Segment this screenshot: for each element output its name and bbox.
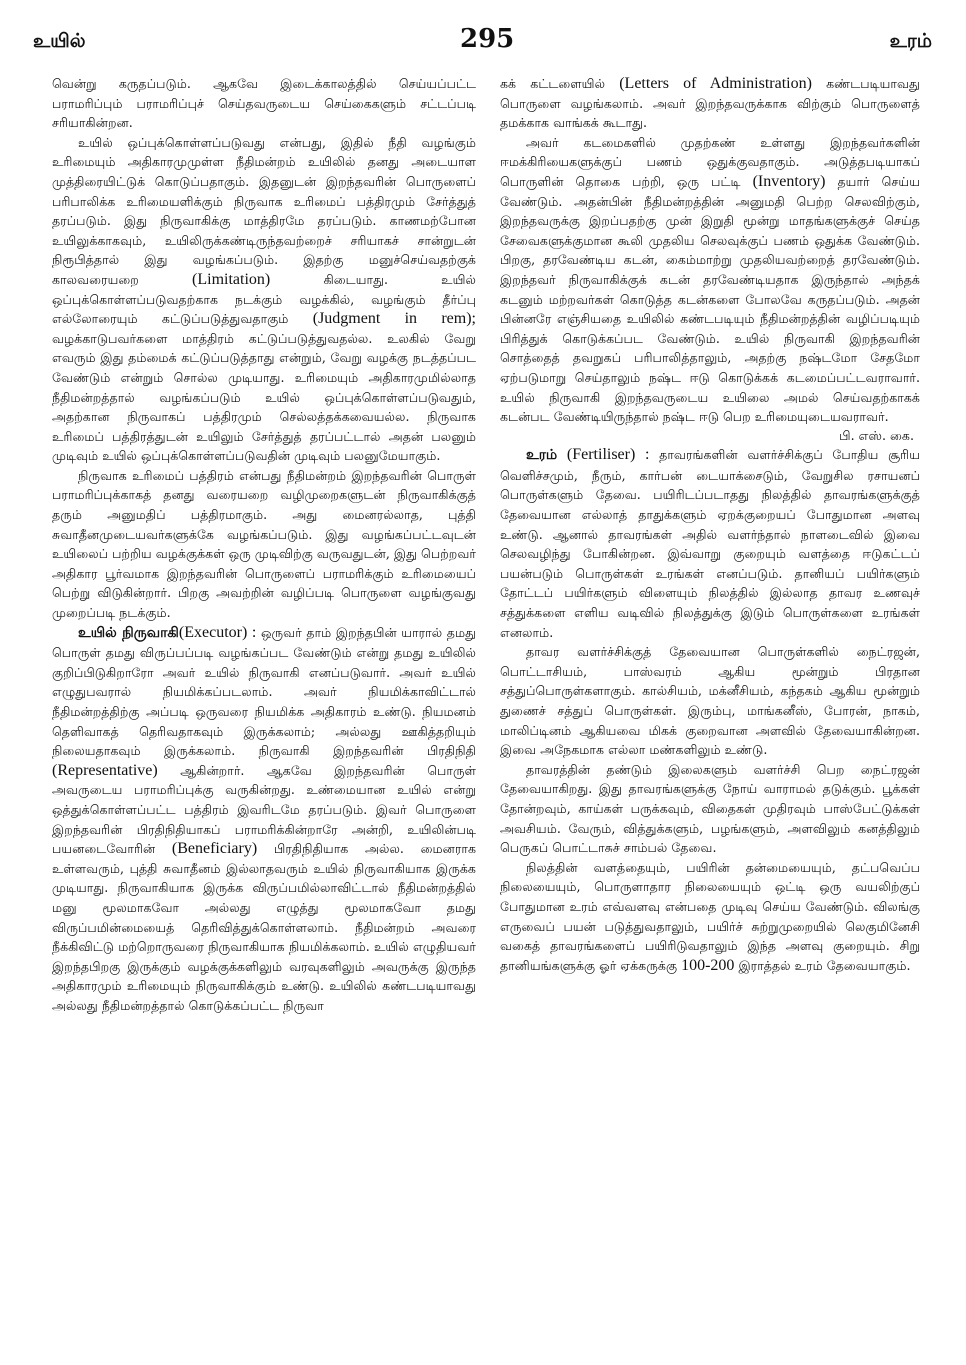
paragraph: தாவரத்தின் தண்டும் இலைகளும் வளர்ச்சி பெற நைட்ரஜன் தேவையாகிறது. இது தாவரங்களுக்கு நோய் வாராமல் தடுக்கும். பூக்கள் தோன்றவும், காய்கள் பருக்கவும், விதைகள் முதிரவும் பாஸ்பேட்டுக்கள் அவசியம். வேரும், வித்துக்களும், பழங்களும், அளவிலும் கனத்திலும் பெருகப் பொட்டாசுச் சாம்பல் தேவை. <box>500 761 920 856</box>
english-term: (Fertiliser) : <box>566 446 650 464</box>
paragraph: நிலத்தின் வளத்தையும், பயிரின் தன்மையையும், தட்பவெப்ப நிலையையும், பொருளாதார நிலையையும் ஒட்டி ஒரு வயலிற்குப் போதுமான உரம் எவ்வளவு என்பதை முடிவு செய்ய வேண்டும். விலங்கு எருவைப் பயன் படுத்துவதாலும், பயிர்ச் சுற்றுமுறையில் லெகுமினேசி வகைத் தாவரங்களைப் பயிரிடுவதாலும் இந்த அளவு குறையும். சிறு தானியங்களுக்கு ஓர் ஏக்கருக்கு 100-200 இராத்தல் உரம் தேவையாகும். <box>500 859 920 974</box>
running-head-left: உயில் <box>33 30 86 52</box>
paragraph: உயில் ஒப்புக்கொள்ளப்படுவது என்பது, இதில் நீதி வழங்கும் உரிமையும் அதிகாரமுமுள்ள நீதிமன்றம் உயிலில் தனது அடையாள முத்திரையிட்டுக் கொடுப்பதாகும். இதனுடன் இறந்தவரின் பொருளைப் பரிபாலிக்க உரிமையளிக்கும் நிருவாக உரிமைப் பத்திரமும் சேர்த்துத் தரப்படும். இது நிருவாகிக்கு மாத்திரமே தரப்படும். காணமற்போன உயிலுக்காகவும், உயிலிருக்கண்டிருந்தவற்றைச் சரியாகச் சான்றுடன் நிரூபித்தால் இது வழங்கப்படும். இதற்கு மனுச்செய்வதற்குக் காலவரையறை (Limitation) கிடையாது. உயில் ஒப்புக்கொள்ளப்படுவதற்காக நடக்கும் வழக்கில், வழங்கும் தீர்ப்பு எல்லோரையும் கட்டுப்படுத்துவதாகும் (Judgment in rem); வழக்காடுபவர்களை மாத்திரம் கட்டுப்படுத்துவதல்ல. உலகில் வேறு எவரும் இது தம்மைக் கட்டுப்படுத்தாது என்றும், வேறு வழக்கு நடத்தப்பட வேண்டும் என்றும் சொல்ல முடியாது. உரிமையும் அதிகாரமுமில்லாத நீதிமன்றத்தால் வழங்கப்படும் உயில் ஒப்புக்கொள்ளப்படுவதும், அதற்கான நிருவாகப் பத்திரமும் செல்லத்தக்கவையல்ல. நிருவாக உரிமைப் பத்திரத்துடன் உயிலும் சேர்த்துத் தரப்பட்டால் அதன் பலனும் முடிவும் உயில் ஒப்புக்கொள்ளப்படுவதின் முடிவும் பலனுமேயாகும். <box>52 134 476 464</box>
running-head-right: உரம் <box>889 30 932 52</box>
paragraph: அவர் கடமைகளில் முதற்கண் உள்ளது இறந்தவர்களின் ஈமக்கிரியைகளுக்குப் பணம் ஒதுக்குவதாகும். அடுத்தபடியாகப் பொருளின் தொகை பற்றி, ஒரு பட்டி (Inventory) தயார் செய்ய வேண்டும். அதன்பின் நீதிமன்றத்தின் அனுமதி பெற்ற செலவிற்கும், இறந்தவருக்கு இறப்பதற்கு முன் இறுதி மூன்று மாதங்களுக்குச் செய்த சேவைகளுக்குமான கூலி முதலிய செலவுக்குப் பணம் ஒதுக்க வேண்டும். பிறகு, தரவேண்டிய கடன், கைம்மாற்று முதலியவற்றைத் தரவேண்டும். இறந்தவர் நிருவாகிக்குக் கடன் தரவேண்டியதாக இருந்தால் அந்தக் கடனும் மற்றவர்கள் கொடுத்த கடன்களை போலவே கருதப்படும். அதன் பின்னரே எஞ்சியதை உயிலில் கண்டபடியும் நீதிமன்றத்தின் வழிப்படியும் பிரித்துக் கொடுக்கப்பட வேண்டும். உயில் நிருவாகி இறந்தவரின் சொத்தைத் தவறுகப் பரிபாலித்தாலும், அதற்கு நஷ்டமோ சேதமோ ஏற்படுமாறு செய்தாலும் நஷ்ட ஈடு கொடுக்கக் கடமைப்பட்டவராவார். உயில் நிருவாகி இறந்தவருடைய உயிலை அமல் செய்வதற்காகக் கடன்பட வேண்டியிருந்தால் நஷ்ட ஈடு பெற உரிமையுடையவராவர். <box>500 134 920 425</box>
english-term: (Letters of Administration) <box>619 75 812 92</box>
english-term: (Limitation) <box>192 270 271 288</box>
right-column <box>500 74 920 1359</box>
headword: உயில் நிருவாகி <box>78 624 179 641</box>
author-initials: பி. எஸ். கை. <box>839 427 914 443</box>
entry-fertiliser: உரம் (Fertiliser) : தாவரங்களின் வளர்ச்சிக்குப் போதிய சூரிய வெளிச்சமும், நீரும், கார்பன் டையாக்சைடும், வேறுசில ரசாயனப் பொருள்களும் தேவை. பயிரிடப்படாதது நிலத்தில் தாவரங்களுக்குத் தேவையான எல்லாத் தாதுக்களும் ஏறக்குறையப் போதுமான அளவு உண்டு. ஆனால் தாவரங்கள் அதில் வளர்ந்தால் நாளடைவில் இவை செலவழிந்து போகின்றன. இவ்வாறு குறையும் வளத்தை ஈடுகட்டப் பயன்படும் பொருள்கள் உரங்கள் எனப்படும். தானியப் பயிர்களும் தோட்டப் பயிர்களும் விளையும் நிலத்தில் இல்லாத தாவர உணவுச் சத்துக்களை எளிய வடிவில் நிலத்துக்கு இடும் பொருள்களை உரங்கள் எனலாம். <box>500 446 920 640</box>
paragraph: தாவர வளர்ச்சிக்குத் தேவையான பொருள்களில் நைட்ரஜன், பொட்டாசியம், பாஸ்வரம் ஆகிய மூன்றும் பிரதான சத்துப்பொருள்களாகும். கால்சியம், மக்னீசியம், கந்தகம் ஆகிய மூன்றும் துணைச் சத்துப் பொருள்கள். இரும்பு, மாங்கனீஸ், போரன், நாகம், மாலிப்டினம் ஆகியவை மிகக் குறைவான அளவில் தேவையாகின்றன. இவை அநேகமாக எல்லா மண்களிலும் உண்டு. <box>500 644 920 758</box>
english-term: 100-200 <box>681 956 735 974</box>
left-column <box>52 74 476 1359</box>
page-number: 295 <box>460 24 515 54</box>
english-term: (Judgment in rem); <box>312 310 476 328</box>
headword: உரம் <box>526 447 558 464</box>
paragraph: நிருவாக உரிமைப் பத்திரம் என்பது நீதிமன்றம் இறந்தவரின் பொருள் பராமரிப்புக்காகத் தனது வரையறை வழிமுறைகளுடன் நிருவாகிக்குத் தரும் அனுமதிப் பத்திரமாகும். அது மைனரல்லாத, புத்தி சுவாதீனமுடையவர்களுக்கே வழங்கப்படும். இது வழங்கப்பட்டவுடன் உயிலைப் பற்றிய வழக்குக்கள் ஒரு முடிவிற்கு வருவதுடன், இது பெற்றவர் அதிகார பூர்வமாக இறந்தவரின் பொருளைப் பராமரிக்கும் உரிமையைப் பெற்று விடுகின்றார். பிறகு அவற்றின் வழிப்படி பொருளை வழங்குவது முறைப்படி நடக்கும். <box>52 467 476 621</box>
entry-executor: உயில் நிருவாகி(Executor) : ஒருவர் தாம் இறந்தபின் யாரால் தமது பொருள் தமது விருப்பப்படி வழங்கப்பட வேண்டும் என்று தமது உயிலில் குறிப்பிடுகிறாரோ அவர் உயில் நிருவாகி எனப்படுவார். அவர் உயில் எழுதுபவரால் நியமிக்கப்படலாம். அவர் நியமிக்காவிட்டால் நீதிமன்றத்திற்கு அப்படி ஒருவரை நியமிக்க அதிகாரம் உண்டு. நியமனம் தெளிவாகத் தெரிவதாகவும் இருக்கலாம்; அல்லது ஊகித்தறியும் நிலையதாகவும் இருக்கலாம். நிருவாகி இறந்தவரின் பிரதிநிதி (Representative) ஆகின்றார். ஆகவே இறந்தவரின் பொருள் அவருடைய பராமரிப்புக்கு வருகின்றது. உண்மையான உயில் என்று ஒத்துக்கொள்ளப்பட்ட பத்திரம் இவரிடமே தரப்படும். இவர் பொருளை இறந்தவரின் பிரதிநிதியாகப் பராமரிக்கின்றாரே அன்றி, உயிலின்படி பயனடைவோரின் (Beneficiary) பிரதிநிதியாக அல்ல. மைனராக உள்ளவரும், புத்தி சுவாதீனம் இல்லாதவரும் உயில் நிருவாகியாக இருக்க முடியாது. நிருவாகியாக இருக்க விருப்பமில்லாவிட்டால் நீதிமன்றத்தில் மனு மூலமாகவோ அல்லது எழுத்து மூலமாகவோ தமது விருப்பமின்மையைத் தெரிவித்துக்கொள்ளலாம். நீதிமன்றம் அவரை நீக்கிவிட்டு மற்றொருவரை நிருவாகியாக நியமிக்கலாம். உயில் எழுதியவர் இறந்தபிறகு இருக்கும் வழக்குக்களிலும் வரவுகளிலும் அவருக்கு இருந்த அதிகாரமும் உரிமையும் நிருவாகிக்கும் உண்டு. உயிலில் கண்டபடியாவது அல்லது நீதிமன்றத்தால் கொடுக்கப்பட்ட நிருவா <box>52 623 476 1013</box>
paragraph: கக் கட்டளையில் (Letters of Administration) கண்டபடியாவது பொருளை வழங்கலாம். அவர் இறந்தவருக்காக விற்கும் பொருளைத் தமக்காக வாங்கக் கூடாது. <box>500 75 920 131</box>
english-term: (Inventory) <box>752 172 826 190</box>
page-header <box>0 0 966 56</box>
paragraph: வென்று கருதப்படும். ஆகவே இடைக்காலத்தில் செய்யப்பட்ட பராமரிப்பும் பராமரிப்புச் செய்தவருடைய செய்கைகளும் சட்டப்படி சரியாகின்றன. <box>52 76 476 131</box>
english-term: (Representative) <box>52 761 158 779</box>
english-term: (Executor) : <box>178 623 257 641</box>
english-term: (Beneficiary) <box>171 840 258 858</box>
